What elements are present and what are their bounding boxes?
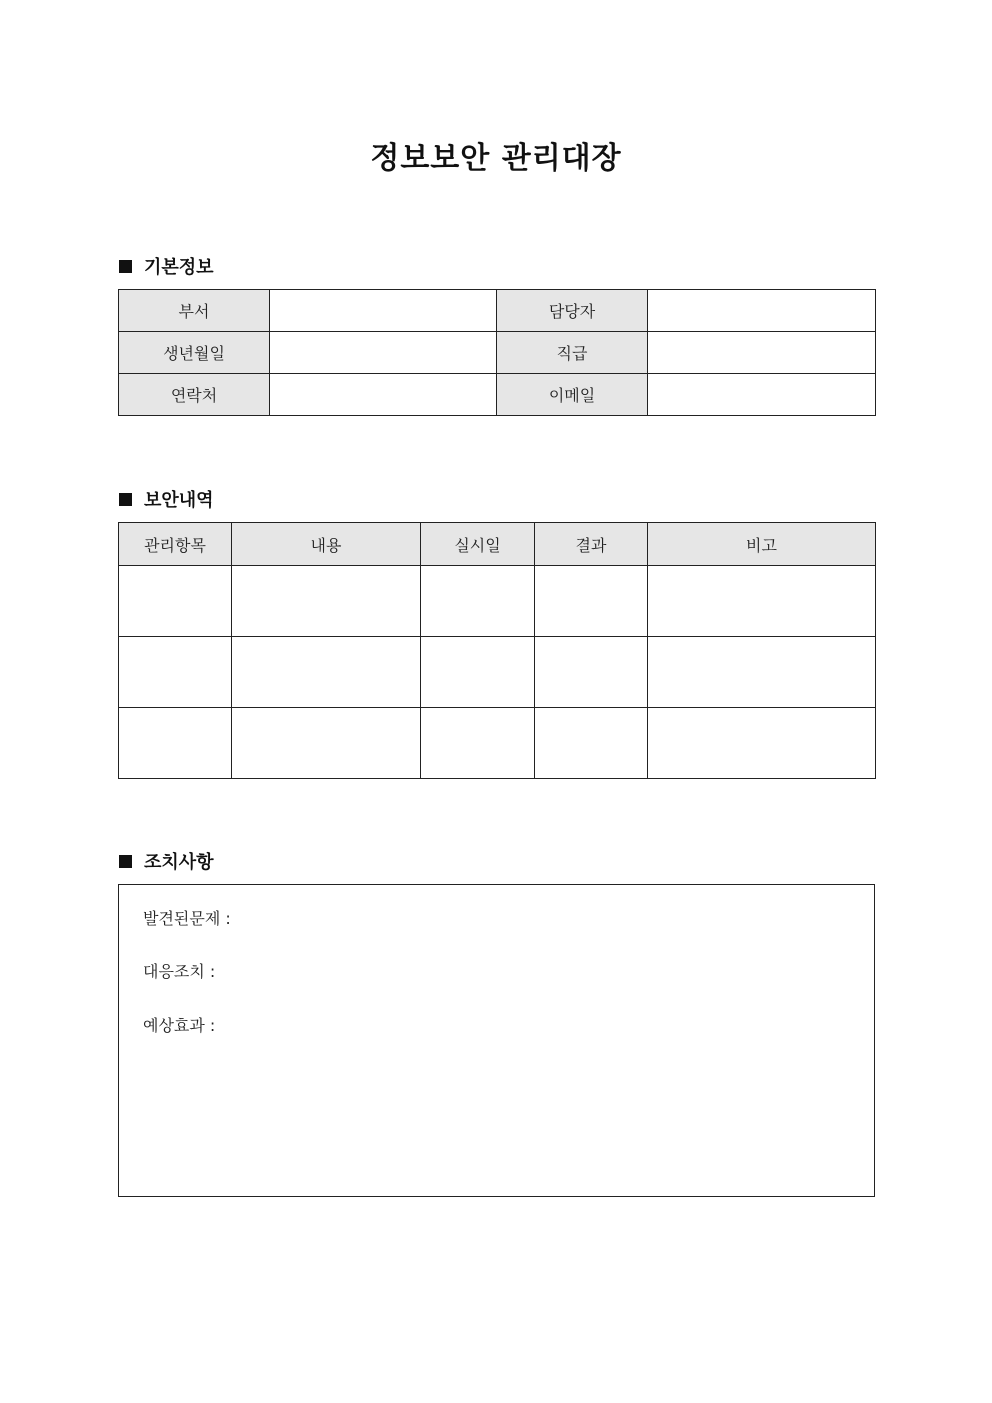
actions-box[interactable]: [118, 884, 875, 1197]
department-field[interactable]: [270, 290, 497, 332]
section-heading-label: 조치사항: [144, 852, 214, 873]
note-cell[interactable]: [648, 637, 876, 708]
item-cell[interactable]: [119, 566, 232, 637]
note-cell[interactable]: [648, 566, 876, 637]
result-cell[interactable]: [535, 708, 648, 779]
square-bullet-icon: [119, 260, 132, 273]
date-cell[interactable]: [421, 708, 535, 779]
position-field[interactable]: [648, 332, 876, 374]
column-header-note: 비고: [648, 523, 876, 566]
column-header-item: 관리항목: [119, 523, 232, 566]
content-cell[interactable]: [232, 708, 421, 779]
content-cell[interactable]: [232, 566, 421, 637]
label-email: 이메일: [497, 374, 648, 416]
note-cell[interactable]: [648, 708, 876, 779]
section-heading-basic-info: [119, 253, 214, 279]
table-row: [119, 566, 876, 637]
basic-info-table: [118, 289, 876, 416]
response-label: 대응조치 :: [143, 962, 216, 981]
label-contact: 연락처: [119, 374, 270, 416]
section-heading-security-history: [119, 486, 214, 512]
found-issue-label: 발견된문제 :: [143, 909, 231, 928]
birthdate-field[interactable]: [270, 332, 497, 374]
column-header-date: 실시일: [421, 523, 535, 566]
label-department: 부서: [119, 290, 270, 332]
square-bullet-icon: [119, 493, 132, 506]
section-heading-label: 기본정보: [144, 257, 214, 278]
label-manager: 담당자: [497, 290, 648, 332]
table-header-row: [119, 523, 876, 566]
table-row: [119, 332, 876, 374]
label-birthdate: 생년월일: [119, 332, 270, 374]
item-cell[interactable]: [119, 637, 232, 708]
table-row: [119, 708, 876, 779]
document-title: 정보보안 관리대장: [370, 141, 622, 176]
manager-field[interactable]: [648, 290, 876, 332]
item-cell[interactable]: [119, 708, 232, 779]
section-heading-label: 보안내역: [144, 490, 214, 511]
email-field[interactable]: [648, 374, 876, 416]
column-header-result: 결과: [535, 523, 648, 566]
table-row: [119, 637, 876, 708]
square-bullet-icon: [119, 855, 132, 868]
section-heading-actions: [119, 848, 214, 874]
table-row: [119, 374, 876, 416]
content-cell[interactable]: [232, 637, 421, 708]
date-cell[interactable]: [421, 637, 535, 708]
date-cell[interactable]: [421, 566, 535, 637]
security-history-table: [118, 522, 876, 779]
result-cell[interactable]: [535, 566, 648, 637]
contact-field[interactable]: [270, 374, 497, 416]
expected-effect-label: 예상효과 :: [143, 1016, 216, 1035]
label-position: 직급: [497, 332, 648, 374]
result-cell[interactable]: [535, 637, 648, 708]
table-row: [119, 290, 876, 332]
column-header-content: 내용: [232, 523, 421, 566]
